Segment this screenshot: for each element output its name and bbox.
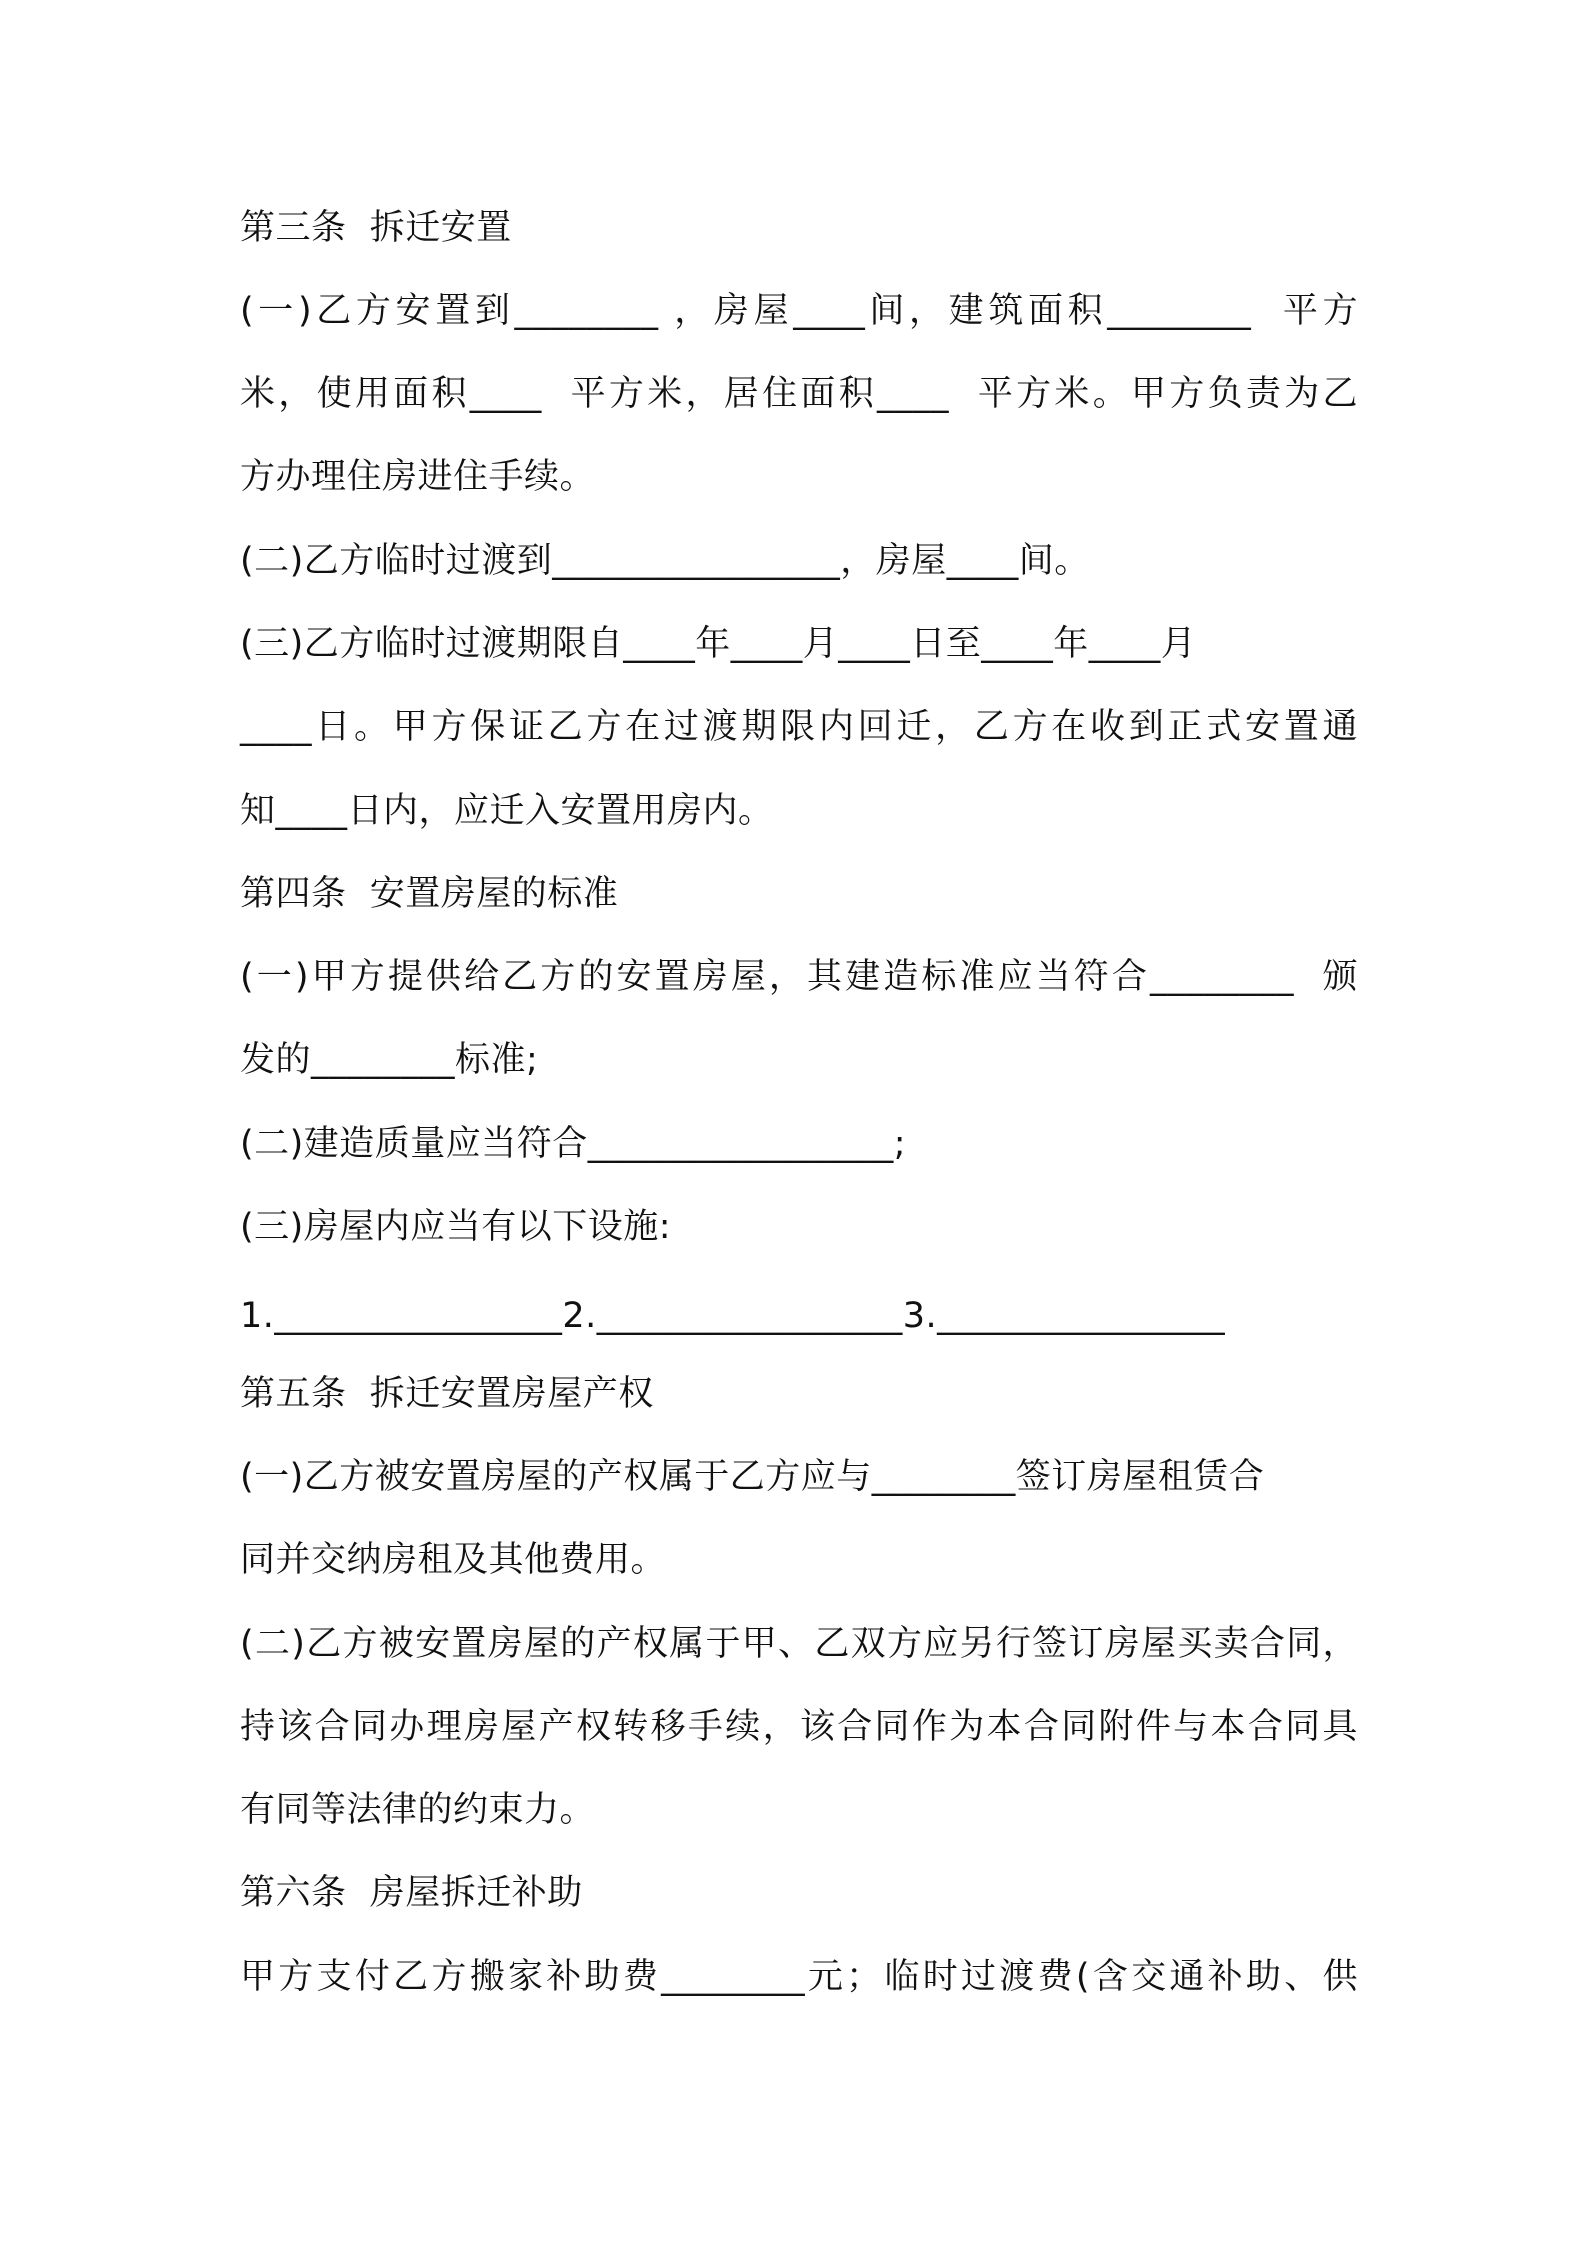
paragraph-line: 同并交纳房租及其他费用。	[240, 1540, 667, 1580]
paragraph-line: ____日。甲方保证乙方在过渡期限内回迁，乙方在收到正式安置通	[240, 707, 1358, 747]
paragraph-line: (二)建造质量应当符合_________________;	[240, 1124, 907, 1164]
paragraph-line: 有同等法律的约束力。	[240, 1790, 596, 1830]
article-4-heading: 第四条 安置房屋的标准	[240, 874, 619, 914]
paragraph-line: (二)乙方临时过渡到________________，房屋____间。	[240, 541, 1090, 581]
paragraph-line: (一)乙方被安置房屋的产权属于乙方应与________签订房屋租赁合	[240, 1457, 1265, 1497]
paragraph-line: 持该合同办理房屋产权转移手续，该合同作为本合同附件与本合同具	[240, 1707, 1358, 1747]
paragraph-line: (三)房屋内应当有以下设施:	[240, 1207, 672, 1247]
article-3-heading: 第三条 拆迁安置	[240, 208, 512, 248]
paragraph-line: 米，使用面积____ 平方米，居住面积____ 平方米。甲方负责为乙	[240, 374, 1358, 414]
paragraph-line: 方办理住房进住手续。	[240, 457, 596, 497]
paragraph-line: (二)乙方被安置房屋的产权属于甲、乙双方应另行签订房屋买卖合同，	[240, 1624, 1358, 1664]
paragraph-line: (一)甲方提供给乙方的安置房屋，其建造标准应当符合________ 颁	[240, 957, 1358, 997]
article-6-heading: 第六条 房屋拆迁补助	[240, 1873, 583, 1913]
paragraph-line: (三)乙方临时过渡期限自____年____月____日至____年____月	[240, 624, 1197, 664]
paragraph-line: 知____日内，应迁入安置用房内。	[240, 791, 774, 831]
facilities-list-line: 1.________________2._________________3.________________	[240, 1296, 1226, 1336]
document-page	[240, 0, 1360, 2244]
paragraph-line: 甲方支付乙方搬家补助费________元；临时过渡费(含交通补助、供	[240, 1957, 1358, 1997]
article-5-heading: 第五条 拆迁安置房屋产权	[240, 1374, 654, 1414]
paragraph-line: (一)乙方安置到________ ，房屋____间，建筑面积________ 平方	[240, 291, 1358, 331]
paragraph-line: 发的________标准;	[240, 1040, 539, 1080]
